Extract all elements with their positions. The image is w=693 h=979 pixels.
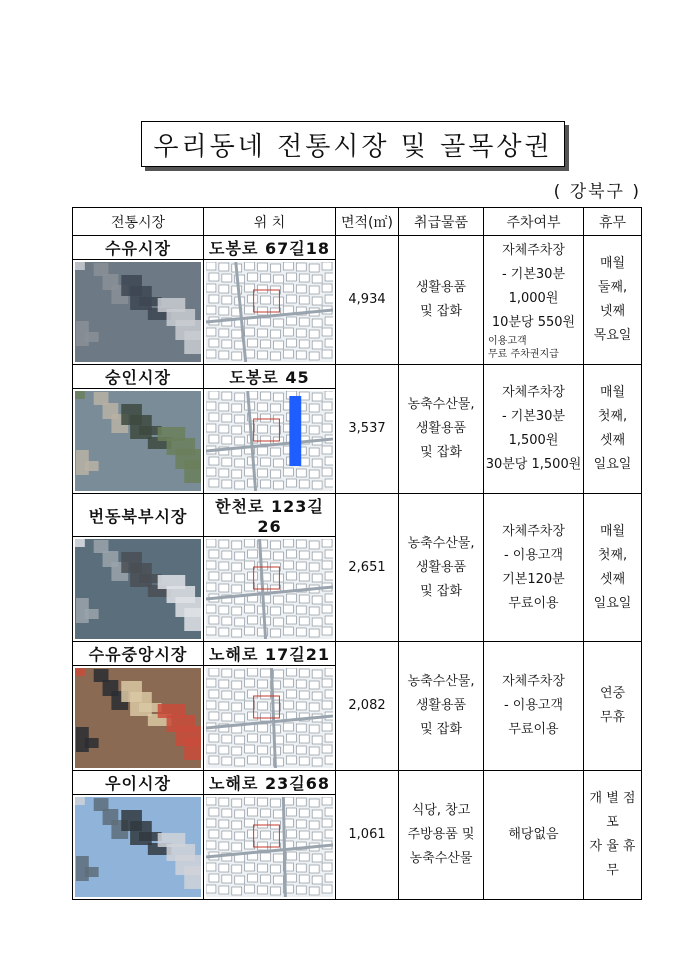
parking-line: 10분당 550원 — [491, 315, 576, 330]
goods-line: 생활용품 — [415, 698, 467, 713]
goods-line: 주방용품 및 — [407, 827, 475, 842]
market-closed — [584, 771, 642, 900]
closed-line: 넷째 — [599, 304, 626, 319]
goods-line: 농축수산물, — [407, 535, 475, 551]
parking-line: 해당없음 — [508, 827, 559, 842]
market-area: 3,537 — [336, 365, 399, 494]
market-map-image — [206, 668, 333, 768]
closed-line: 첫째, — [597, 547, 628, 563]
header-parking: 주차여부 — [484, 208, 584, 236]
market-photo-image — [75, 797, 201, 897]
header-area: 면적(㎡) — [336, 208, 399, 236]
closed-line: 포 — [606, 815, 619, 830]
market-name-row — [73, 771, 642, 795]
table-header-row — [73, 208, 642, 236]
market-area: 2,082 — [336, 642, 399, 771]
closed-line: 매월 — [599, 256, 626, 271]
header-closed: 휴무 — [584, 208, 642, 236]
market-map-image — [206, 391, 333, 491]
parking-line: 무료이용 — [508, 722, 559, 737]
header-location: 위 치 — [204, 208, 336, 236]
market-area: 2,651 — [336, 494, 399, 642]
closed-line: 일요일 — [593, 457, 632, 472]
closed-line: 둘째, — [597, 280, 628, 295]
market-parking — [484, 771, 584, 900]
closed-line: 무휴 — [599, 710, 626, 725]
market-name-row — [73, 642, 642, 666]
market-area: 4,934 — [336, 236, 399, 365]
goods-line: 농축수산물, — [407, 397, 475, 412]
market-map-image — [206, 262, 333, 362]
goods-line: 및 잡화 — [420, 583, 462, 599]
goods-line: 농축수산물, — [407, 674, 475, 689]
market-name: 번동북부시장 — [73, 494, 204, 537]
market-goods — [399, 642, 484, 771]
district-label: ( 강북구 ) — [553, 182, 641, 202]
market-map-image — [206, 797, 333, 897]
parking-line: - 이용고객 — [503, 547, 564, 563]
market-address: 노해로 17길21 — [204, 642, 336, 666]
goods-line: 및 잡화 — [420, 304, 462, 319]
market-name: 수유시장 — [73, 236, 204, 260]
parking-line: 30분당 1,500원 — [485, 457, 582, 472]
closed-line: 개 별 점 — [589, 791, 636, 806]
market-parking — [484, 642, 584, 771]
goods-line: 생활용품 — [415, 280, 467, 295]
market-parking — [484, 365, 584, 494]
page-title: 우리동네 전통시장 및 골목상권 — [141, 121, 565, 167]
market-parking — [484, 494, 584, 642]
market-map — [204, 260, 336, 365]
market-map — [204, 537, 336, 642]
header-goods: 취급물품 — [399, 208, 484, 236]
market-address: 도봉로 45 — [204, 365, 336, 389]
closed-line: 매월 — [599, 385, 626, 400]
closed-line: 매월 — [599, 523, 626, 539]
goods-line: 및 잡화 — [420, 722, 462, 737]
parking-note-line: 무료 주차권지급 — [488, 349, 559, 360]
market-map — [204, 389, 336, 494]
market-name: 숭인시장 — [73, 365, 204, 389]
market-photo-image — [75, 668, 201, 768]
market-photo — [73, 666, 204, 771]
parking-line: - 기본30분 1,000원 — [501, 267, 566, 306]
market-closed — [584, 365, 642, 494]
market-name: 우이시장 — [73, 771, 204, 795]
market-name-row — [73, 365, 642, 389]
closed-line: 무 — [606, 863, 619, 878]
market-map — [204, 795, 336, 900]
closed-line: 셋째 — [599, 571, 626, 587]
market-address: 도봉로 67길18 — [204, 236, 336, 260]
parking-line: 무료이용 — [508, 595, 559, 611]
market-closed — [584, 642, 642, 771]
market-photo-image — [75, 391, 201, 491]
market-area: 1,061 — [336, 771, 399, 900]
market-photo-image — [75, 262, 201, 362]
market-goods — [399, 771, 484, 900]
market-table — [72, 207, 642, 900]
closed-line: 자 율 휴 — [589, 839, 636, 854]
closed-line: 첫째, — [597, 409, 628, 424]
market-name: 수유중앙시장 — [73, 642, 204, 666]
market-goods — [399, 494, 484, 642]
closed-line: 목요일 — [593, 328, 632, 343]
market-address: 한천로 123길26 — [204, 494, 336, 537]
market-map — [204, 666, 336, 771]
market-closed — [584, 236, 642, 365]
goods-line: 농축수산물 — [409, 851, 473, 866]
goods-line: 및 잡화 — [420, 445, 462, 460]
closed-line: 연중 — [599, 686, 626, 701]
parking-line: 자체주차장 — [502, 523, 565, 539]
market-map-image — [206, 539, 333, 639]
parking-line: - 이용고객 — [503, 698, 564, 713]
goods-line: 생활용품 — [415, 559, 467, 575]
market-goods — [399, 236, 484, 365]
parking-line: 자체주차장 — [502, 243, 565, 258]
parking-line: 자체주차장 — [502, 385, 565, 400]
goods-line: 생활용품 — [415, 421, 467, 436]
closed-line: 일요일 — [593, 595, 632, 611]
market-goods — [399, 365, 484, 494]
goods-line: 식당, 창고 — [411, 803, 471, 818]
parking-line: - 기본30분 1,500원 — [501, 409, 566, 448]
market-name-row — [73, 236, 642, 260]
parking-line: 자체주차장 — [502, 674, 565, 689]
market-parking — [484, 236, 584, 365]
header-market: 전통시장 — [73, 208, 204, 236]
market-photo — [73, 260, 204, 365]
market-address: 노해로 23길68 — [204, 771, 336, 795]
market-closed — [584, 494, 642, 642]
market-photo — [73, 389, 204, 494]
parking-note-line: 이용고객 — [488, 336, 527, 347]
market-photo — [73, 795, 204, 900]
parking-line: 기본120분 — [502, 571, 565, 587]
market-photo — [73, 537, 204, 642]
market-name-row — [73, 494, 642, 537]
market-photo-image — [75, 539, 201, 639]
closed-line: 셋째 — [599, 433, 626, 448]
